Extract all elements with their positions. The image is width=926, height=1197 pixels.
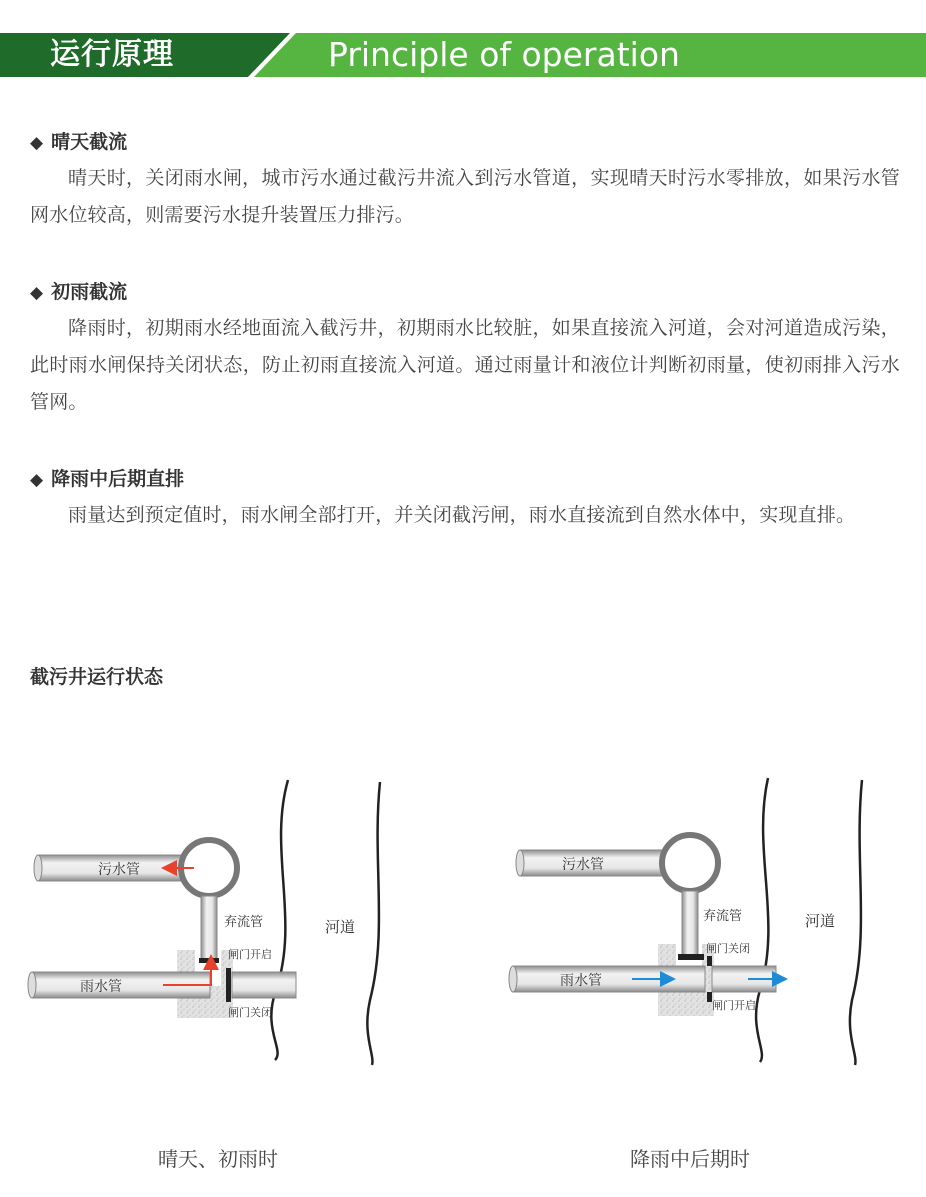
sewage-pipe-label: 污水管 — [562, 857, 604, 873]
gate-closed-label: 闸门关闭 — [228, 1006, 272, 1019]
section-title: ◆ 初雨截流 — [30, 278, 900, 306]
river-label: 河道 — [804, 912, 836, 930]
section-body: 雨量达到预定值时，雨水闸全部打开，并关闭截污闸，雨水直接流到自然水体中，实现直排。 — [68, 504, 856, 526]
gate-side-upper — [707, 956, 712, 966]
gate-open-label: 闸门开启 — [228, 948, 272, 961]
header-title-en: Principle of operation — [328, 35, 680, 74]
river-bank-right — [367, 782, 380, 1065]
rain-pipe-label: 雨水管 — [80, 979, 122, 995]
sewage-pipe-label: 污水管 — [98, 862, 140, 878]
gate-top — [678, 954, 704, 960]
gate-open-label: 闸门开启 — [712, 999, 756, 1012]
section-sunny — [30, 128, 900, 234]
section-title: ◆ 降雨中后期直排 — [30, 465, 900, 493]
diagram-late-rain — [509, 778, 862, 1065]
discard-pipe — [682, 891, 698, 955]
river-label: 河道 — [324, 918, 356, 936]
diagram-sunny-initial-rain — [28, 780, 380, 1065]
diagram-left-caption: 晴天、初雨时 — [158, 1147, 278, 1171]
gate-side — [226, 968, 231, 1002]
diagram-area — [0, 760, 926, 1080]
rain-pipe-label: 雨水管 — [560, 973, 602, 989]
gate-closed-label: 闸门关闭 — [706, 942, 750, 955]
diagram-title: 截污井运行状态 — [30, 666, 164, 688]
section-initial-rain — [30, 278, 900, 421]
header-title-cn: 运行原理 — [50, 37, 174, 72]
section-title: ◆ 晴天截流 — [30, 128, 900, 156]
river-bank-left — [756, 778, 768, 1062]
river-bank-left — [271, 780, 288, 1060]
gate-top — [199, 958, 219, 963]
diagram-right-caption: 降雨中后期时 — [630, 1147, 750, 1171]
header-banner — [0, 33, 926, 77]
discard-pipe-label: 弃流管 — [703, 909, 743, 924]
discard-pipe-label: 弃流管 — [224, 915, 264, 930]
river-bank-right — [850, 780, 862, 1065]
diamond-bullet-icon: ◆ — [30, 133, 44, 153]
rain-pipe — [513, 966, 705, 992]
diamond-bullet-icon: ◆ — [30, 470, 44, 490]
outlet-pipe — [232, 972, 296, 998]
sewage-manhole — [662, 835, 718, 891]
discard-pipe — [201, 896, 217, 960]
diamond-bullet-icon: ◆ — [30, 283, 44, 303]
section-late-rain — [30, 465, 900, 534]
section-body: 晴天时，关闭雨水闸，城市污水通过截污井流入到污水管道，实现晴天时污水零排放，如果污水管网水位较高，则需要污水提升装置压力排污。 — [30, 167, 900, 226]
section-body: 降雨时，初期雨水经地面流入截污井，初期雨水比较脏，如果直接流入河道，会对河道造成污染，此时雨水闸保持关闭状态，防止初雨直接流入河道。通过雨量计和液位计判断初雨量，使初雨排入污水管网。 — [30, 317, 900, 413]
